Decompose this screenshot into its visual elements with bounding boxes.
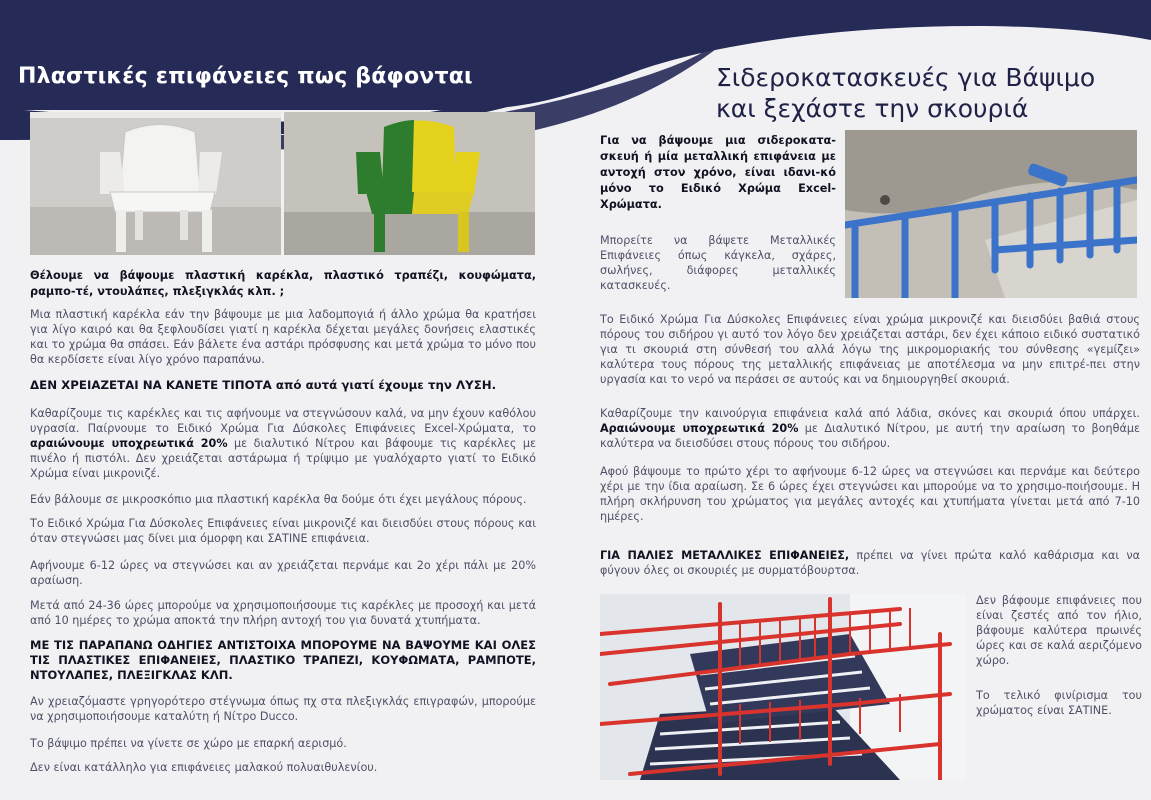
left-heading: ΔΕΝ ΧΡΕΙΑΖΕΤΑΙ ΝΑ ΚΑΝΕΤΕ ΤΙΠΟΤΑ από αυτά γιατί έχουμε την ΛΥΣΗ. [30,378,497,392]
right-p5-b: πρέπει να γίνει πρώτα καλό καθάρισμα και να φύγουν όλες οι σκουριές με συρματόβουρτσα. [600,549,1140,577]
right-intro: Για να βάψουμε μια σιδεροκατα-σκευή ή μία μεταλλική επιφάνεια με αντοχή στον χρόνο, είναι ιδανι-κό μόνο το Ειδικό Χρώμα Excel-Χρώματα. [600,134,836,211]
left-p2-c: με διαλυτικό Νίτρου και βάφουμε τις καρέκλες με πινέλο ή πιστόλι. Δεν χρειάζεται αστάρωμα ή τρίψιμο με γυαλόχαρτο γιατί το Ειδικό Χρώμα είναι μικρονιζέ. [30,437,537,480]
left-paragraph-2 [30,406,536,481]
left-intro: Θέλουμε να βάψουμε πλαστική καρέκλα, πλαστικό τραπέζι, κουφώματα, ραμπο-τέ, ντουλάπες, πλεξιγκλάς κλπ. ; [30,269,536,298]
left-paragraph-7: Αν χρειαζόμαστε γρηγορότερο στέγνωμα όπως πχ στα πλεξιγκλάς επιγραφών, μπορούμε να χρησιμοποιήσουμε καταλύτη ή Νίτρο Ducco. [30,695,536,723]
left-caps-note: ΜΕ ΤΙΣ ΠΑΡΑΠΑΝΩ ΟΔΗΓΙΕΣ ΑΝΤΙΣΤΟΙΧΑ ΜΠΟΡΟΥΜΕ ΝΑ ΒΑΨΟΥΜΕ ΚΑΙ ΟΛΕΣ ΤΙΣ ΠΛΑΣΤΙΚΕΣ ΕΠΙΦΑΝΕΙΕΣ, ΠΛΑΣΤΙΚΟ ΤΡΑΠΕΖΙ, ΚΟΥΦΩΜΑΤΑ, ΡΑΜΠΟΤΕ, ΝΤΟΥΛΑΠΕΣ, ΠΛΕΞΙΓΚΛΑΣ ΚΛΠ. [30,638,536,682]
right-title-line1: Σιδεροκατασκευές για Βάψιμο [716,63,1096,92]
left-paragraph-1: Μια πλαστική καρέκλα εάν την βάψουμε με μια λαδομπογιά ή άλλο χρώμα θα κρατήσει για λίγο καιρό και θα ξεφλουδίσει γιατί η καρέκλα δέχεται μεγάλες δονήσεις ελαστικές και το χρώμα θα σπάσει. Εάν βάλετε ένα αστάρι πρόσφυσης και μετά χρώμα το μόνο που θα κερδίσετε είναι λίγο χρόνο παραπάνω. [30,308,536,366]
right-p3-a: Καθαρίζουμε την καινούργια επιφάνεια καλά από λάδια, σκόνες και σκουριά όπου υπάρχει. [600,407,1140,420]
right-paragraph-1: Μπορείτε να βάψετε Μεταλλικές Επιφάνειες όπως κάγκελα, σχάρες, σωλήνες, διάφορες μεταλλικές κατασκευές. [600,234,836,292]
left-p2-a: Καθαρίζουμε τις καρέκλες και τις αφήνουμε να στεγνώσουν καλά, να μην έχουν καθόλου υγρασία. Παίρνουμε το Ειδικό Χρώμα Για Δύσκολες Επιφάνειες Excel-Χρώματα, το [30,407,536,435]
right-paragraph-3 [600,406,1140,451]
right-paragraph-5 [600,548,1140,578]
left-paragraph-4: Το Ειδικό Χρώμα Για Δύσκολες Επιφάνειες είναι μικρονιζέ και διεισδύει στους πόρους και όταν στεγνώσει μας δίνει μια όμορφη και ΣΑΤΙΝΕ επιφάνεια. [30,517,536,545]
right-paragraph-2: Το Ειδικό Χρώμα Για Δύσκολες Επιφάνειες είναι χρώμα μικρονιζέ και διεισδύει βαθιά στους πόρους του σιδήρου γι αυτό τον λόγο δεν χρειάζεται αστάρι, δεν έχει κάποιο ειδικό συστατικό για τι σκουριά στη σύνθεσή του αλλά λόγω της μικρομοριακής του σύνθεσης «γεμίζει» καλύτερα τους πόρους της μεταλλικής επιφάνειας με αποτέλεσμα να μην επιτρέ-πει στην υργασία και το νερό να περάσει σε αυτούς και να δημιουργηθεί σκουριά. [600,313,1140,386]
left-p2-highlight: αραιώνουμε υποχρεωτικά 20% [30,437,228,450]
red-staircase-photo [600,594,966,780]
right-p3-c: με Διαλυτικό Νίτρου, με αυτή την αραίωση το βοηθάμε καλύτερα να διεισδύσει στους πόρους του σιδήρου. [600,422,1140,450]
right-title-line2: και ξεχάστε την σκουριά [716,94,1029,123]
right-p3-highlight: Αραιώνουμε υποχρεωτικά 20% [600,422,799,435]
right-p5-caps: ΓΙΑ ΠΑΛΙΕΣ ΜΕΤΑΛΛΙΚΕΣ ΕΠΙΦΑΝΕΙΕΣ, [600,549,850,562]
left-paragraph-3: Εάν βάλουμε σε μικροσκόπιο μια πλαστική καρέκλα θα δούμε ότι έχει μεγάλους πόρους. [30,493,527,506]
right-title [716,62,1095,124]
left-paragraph-5: Αφήνουμε 6-12 ώρες να στεγνώσει και αν χρειάζεται περνάμε και 2ο χέρι πάλι με 20% αραίωση. [30,559,536,587]
left-paragraph-6: Μετά από 24-36 ώρες μπορούμε να χρησιμοποιήσουμε τις καρέκλες με προσοχή και μετά από 10 ημέρες το χρώμα αποκτά την πλήρη αντοχή του για δυνατά χτυπήματα. [30,599,536,627]
left-paragraph-9: Δεν είναι κατάλληλο για επιφάνειες μαλακού πολυαιθυλενίου. [30,761,378,774]
left-title: Πλαστικές επιφάνειες πως βάφονται [18,64,473,89]
left-paragraph-8: Το βάψιμο πρέπει να γίνετε σε χώρο με επαρκή αερισμό. [30,737,347,750]
blue-railing-photo [845,130,1137,298]
right-paragraph-6: Δεν βάφουμε επιφάνειες που είναι ζεστές από τον ήλιο, βάφουμε καλύτερα πρωινές ώρες και σε καλά αεριζόμενο χώρο. [976,594,1142,667]
white-chair-photo [30,112,281,255]
painted-chair-photo [284,112,535,255]
right-paragraph-4: Αφού βάψουμε το πρώτο χέρι το αφήνουμε 6-12 ώρες να στεγνώσει και περνάμε και δεύτερο χέρι με την ίδια αραίωση. Σε 6 ώρες έχει στεγνώσει και μπορούμε να το χρησιμο-ποιήσουμε. Η πλήρη σκλήρυνση του χρώματος για μεγάλες αντοχές και χτυπήματα γίνεται μετά από 7-10 ημέρες. [600,465,1140,523]
right-paragraph-7: Το τελικό φινίρισμα του χρώματος είναι ΣΑΤΙΝΕ. [976,689,1142,717]
